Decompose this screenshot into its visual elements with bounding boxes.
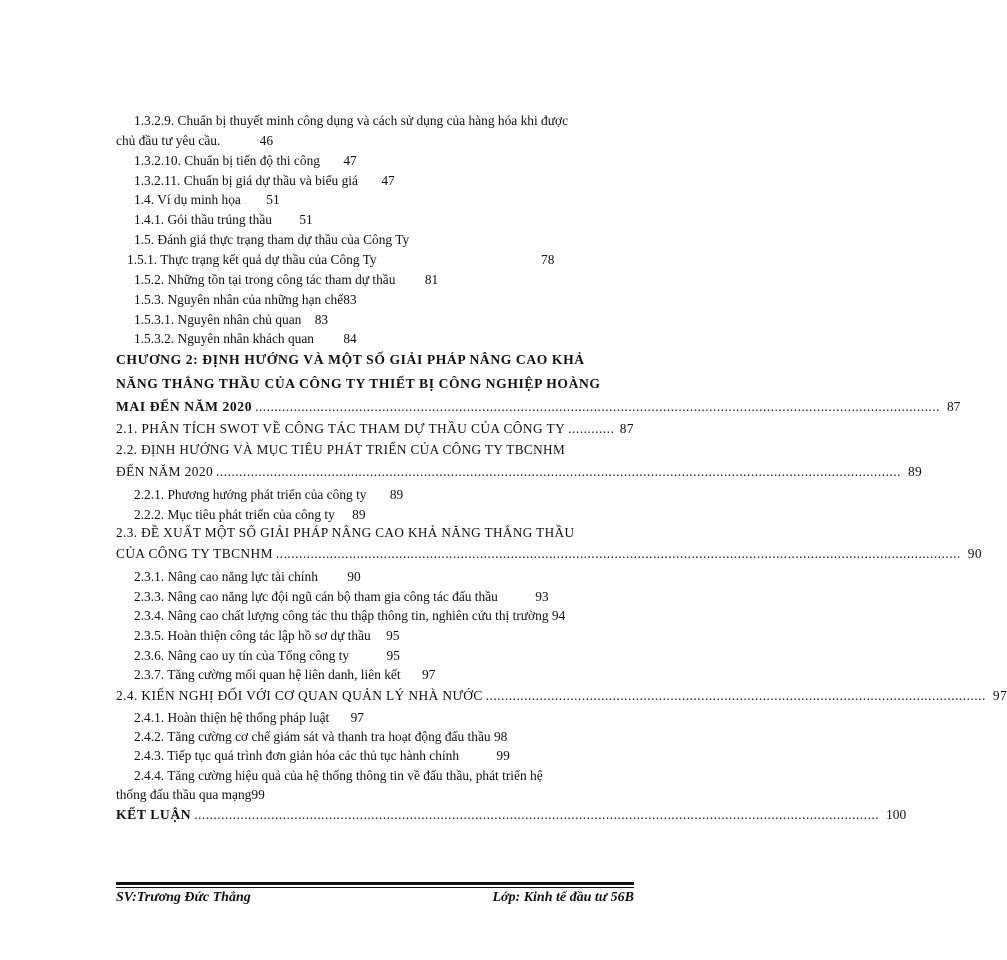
toc-page-number: 95 [386, 648, 400, 663]
toc-page-number: 90 [967, 546, 982, 561]
toc-entry-2-3-3[interactable] [134, 588, 549, 606]
toc-entry-text: 1.5.2. Những tồn tại trong công tác tham dự thầu [134, 272, 396, 287]
toc-entry-text: 2.3. ĐỀ XUẤT MỘT SỐ GIẢI PHÁP NÂNG CAO KHẢ NĂNG THẮNG THẦU [116, 525, 575, 540]
toc-entry-text: 1.5. Đánh giá thực trạng tham dự thầu của Công Ty [134, 232, 410, 247]
toc-entry-2-3-7[interactable] [134, 666, 435, 684]
toc-entry-1-5[interactable] [134, 231, 409, 249]
toc-entry-text: 2.4.3. Tiếp tục quá trình đơn giản hóa các thủ tục hành chính [134, 748, 460, 763]
toc-entry-2-4-4-cont[interactable] [116, 786, 265, 804]
toc-entry-text: KẾT LUẬN [116, 807, 192, 822]
toc-leader-dots: .................................................................................................................................................................................. [275, 546, 961, 561]
toc-page-number: 47 [381, 173, 395, 188]
toc-entry-2-3-line-1[interactable] [116, 524, 574, 542]
toc-page-number: 100 [886, 807, 907, 822]
toc-entry-text: 2.3.1. Nâng cao năng lực tài chính [134, 569, 318, 584]
toc-entry-text: 1.3.2.10. Chuẩn bị tiến độ thi công [134, 153, 320, 168]
footer-class: Lớp: Kinh tế đầu tư 56B [492, 890, 634, 905]
toc-entry-text: 2.4. KIẾN NGHỊ ĐỐI VỚI CƠ QUAN QUẢN LÝ NHÀ NƯỚC [116, 688, 483, 703]
toc-entry-2-2-2[interactable] [134, 506, 366, 524]
toc-page-number: 93 [535, 589, 549, 604]
page-footer [116, 890, 634, 906]
toc-entry-2-4-3[interactable] [134, 747, 510, 765]
toc-entry-text: MAI ĐẾN NĂM 2020 [116, 399, 253, 414]
footer-rule-thin [116, 887, 634, 888]
toc-entry-1-3-2-9[interactable] [134, 112, 568, 130]
toc-page-number: 97 [350, 710, 364, 725]
toc-chapter-2-line-1[interactable] [116, 351, 585, 369]
toc-entry-text: chủ đầu tư yêu cầu. [116, 133, 221, 148]
toc-leader-dots: ............ [568, 421, 615, 436]
toc-entry-text: 1.5.3. Nguyên nhân của những hạn chế [134, 292, 344, 307]
toc-entry-1-3-2-9-cont[interactable] [116, 132, 273, 150]
toc-page-number: 47 [343, 153, 357, 168]
toc-page-number: 97 [992, 688, 1007, 703]
toc-page-number: 78 [541, 252, 555, 267]
toc-entry-text: 1.4. Ví dụ minh họa [134, 192, 241, 207]
toc-entry-text: 2.4.1. Hoàn thiện hệ thống pháp luật [134, 710, 330, 725]
toc-chapter-2-line-2[interactable] [116, 375, 601, 393]
toc-page-number: 83 [343, 292, 357, 307]
toc-entry-2-2-line-1[interactable] [116, 441, 565, 459]
toc-page-number: 81 [424, 272, 439, 287]
toc-leader-dots: .................................................................................................................................................................................. [255, 399, 940, 414]
toc-entry-text: 2.2. ĐỊNH HƯỚNG VÀ MỤC TIÊU PHÁT TRIỂN CỦA CÔNG TY TBCNHM [116, 442, 566, 457]
toc-entry-text: 1.3.2.11. Chuẩn bị giá dự thầu và biểu giá [134, 173, 358, 188]
toc-entry-text: NĂNG THẮNG THẦU CỦA CÔNG TY THIẾT BỊ CÔNG NGHIỆP HOÀNG [116, 376, 601, 391]
toc-entry-1-3-2-10[interactable] [134, 152, 357, 170]
toc-page-number: 89 [389, 487, 404, 502]
toc-entry-1-5-3[interactable] [134, 291, 357, 309]
toc-leader-dots: .................................................................................................................................................................................. [194, 807, 880, 822]
toc-page-number: 87 [946, 399, 961, 414]
toc-entry-1-4[interactable] [134, 191, 280, 209]
toc-entry-text: 1.5.1. Thực trạng kết quả dự thầu của Công Ty [127, 252, 377, 267]
toc-page-number: 84 [343, 331, 357, 346]
toc-page-number: 51 [266, 192, 280, 207]
toc-entry-2-4[interactable] [116, 687, 1007, 705]
toc-entry-1-5-1[interactable] [127, 251, 557, 269]
toc-page-number: 98 [493, 729, 508, 744]
toc-page-number: 89 [352, 507, 366, 522]
toc-entry-text: CHƯƠNG 2: ĐỊNH HƯỚNG VÀ MỘT SỐ GIẢI PHÁP NÂNG CAO KHẢ [116, 352, 585, 367]
toc-page-number: 46 [259, 133, 274, 148]
toc-entry-text: 2.3.7. Tăng cường mối quan hệ liên danh, liên kết [134, 667, 401, 682]
toc-page-number: 99 [496, 748, 510, 763]
toc-entry-1-5-3-2[interactable] [134, 330, 357, 348]
toc-page-number: 95 [386, 628, 400, 643]
toc-entry-2-4-2[interactable] [134, 728, 507, 746]
footer-rule-thick [116, 882, 634, 885]
toc-page-number: 89 [907, 464, 923, 479]
toc-entry-text: 2.2.2. Mục tiêu phát triển của công ty [134, 507, 335, 522]
toc-entry-2-4-4[interactable] [134, 767, 543, 785]
toc-entry-conclusion[interactable] [116, 806, 907, 824]
toc-entry-2-4-1[interactable] [134, 709, 364, 727]
toc-entry-text: 2.1. PHÂN TÍCH SWOT VỀ CÔNG TÁC THAM DỰ THẦU CỦA CÔNG TY [116, 421, 566, 436]
toc-entry-text: 1.5.3.1. Nguyên nhân chủ quan [134, 312, 302, 327]
toc-entry-text: CỦA CÔNG TY TBCNHM [116, 546, 273, 561]
toc-entry-1-3-2-11[interactable] [134, 172, 395, 190]
toc-entry-1-4-1[interactable] [134, 211, 313, 229]
footer-student: SV:Trương Đức Thắng [116, 890, 251, 905]
toc-page-number: 99 [251, 787, 265, 802]
toc-entry-text: thống đấu thầu qua mạng [116, 787, 252, 802]
toc-entry-text: 1.3.2.9. Chuẩn bị thuyết minh công dụng và cách sử dụng của hàng hóa khi được [134, 113, 569, 128]
toc-leader-dots: .................................................................................................................................. [485, 688, 986, 703]
toc-entry-2-3-4[interactable] [134, 607, 565, 625]
toc-page-number: 97 [421, 667, 436, 682]
toc-entry-text: 2.3.6. Nâng cao uy tín của Tổng công ty [134, 648, 350, 663]
toc-page-number: 87 [619, 421, 634, 436]
toc-chapter-2-line-3[interactable] [116, 398, 961, 416]
toc-page-number: 51 [299, 212, 313, 227]
toc-entry-text: 2.3.4. Nâng cao chất lượng công tác thu thập thông tin, nghiên cứu thị trường [134, 608, 549, 623]
toc-page-number: 90 [347, 569, 361, 584]
toc-entry-text: 2.3.5. Hoàn thiện công tác lập hồ sơ dự thầu [134, 628, 371, 643]
toc-entry-text: 2.2.1. Phương hướng phát triển của công ty [134, 487, 367, 502]
toc-entry-2-1[interactable] [116, 420, 634, 438]
toc-entry-2-3-line-2[interactable] [116, 545, 982, 563]
toc-leader-dots: .................................................................................................................................................................................. [216, 464, 901, 479]
toc-entry-2-2-line-2[interactable] [116, 463, 923, 481]
toc-entry-text: 1.5.3.2. Nguyên nhân khách quan [134, 331, 314, 346]
toc-entry-text: 2.4.4. Tăng cường hiệu quả của hệ thống thông tin về đấu thầu, phát triển hệ [134, 768, 543, 783]
toc-entry-1-5-2[interactable] [134, 271, 438, 289]
toc-entry-text: ĐẾN NĂM 2020 [116, 464, 214, 479]
toc-page-number: 94 [551, 608, 566, 623]
toc-entry-1-5-3-1[interactable] [134, 311, 328, 329]
toc-entry-2-2-1[interactable] [134, 486, 403, 504]
toc-entry-2-3-1[interactable] [134, 568, 361, 586]
toc-entry-2-3-5[interactable] [134, 627, 399, 645]
toc-entry-2-3-6[interactable] [134, 647, 400, 665]
toc-entry-text: 1.4.1. Gói thầu trúng thầu [134, 212, 272, 227]
toc-entry-text: 2.4.2. Tăng cường cơ chế giám sát và thanh tra hoạt động đấu thầu [134, 729, 491, 744]
toc-entry-text: 2.3.3. Nâng cao năng lực đội ngũ cán bộ tham gia công tác đấu thầu [134, 589, 498, 604]
toc-page-number: 83 [314, 312, 329, 327]
